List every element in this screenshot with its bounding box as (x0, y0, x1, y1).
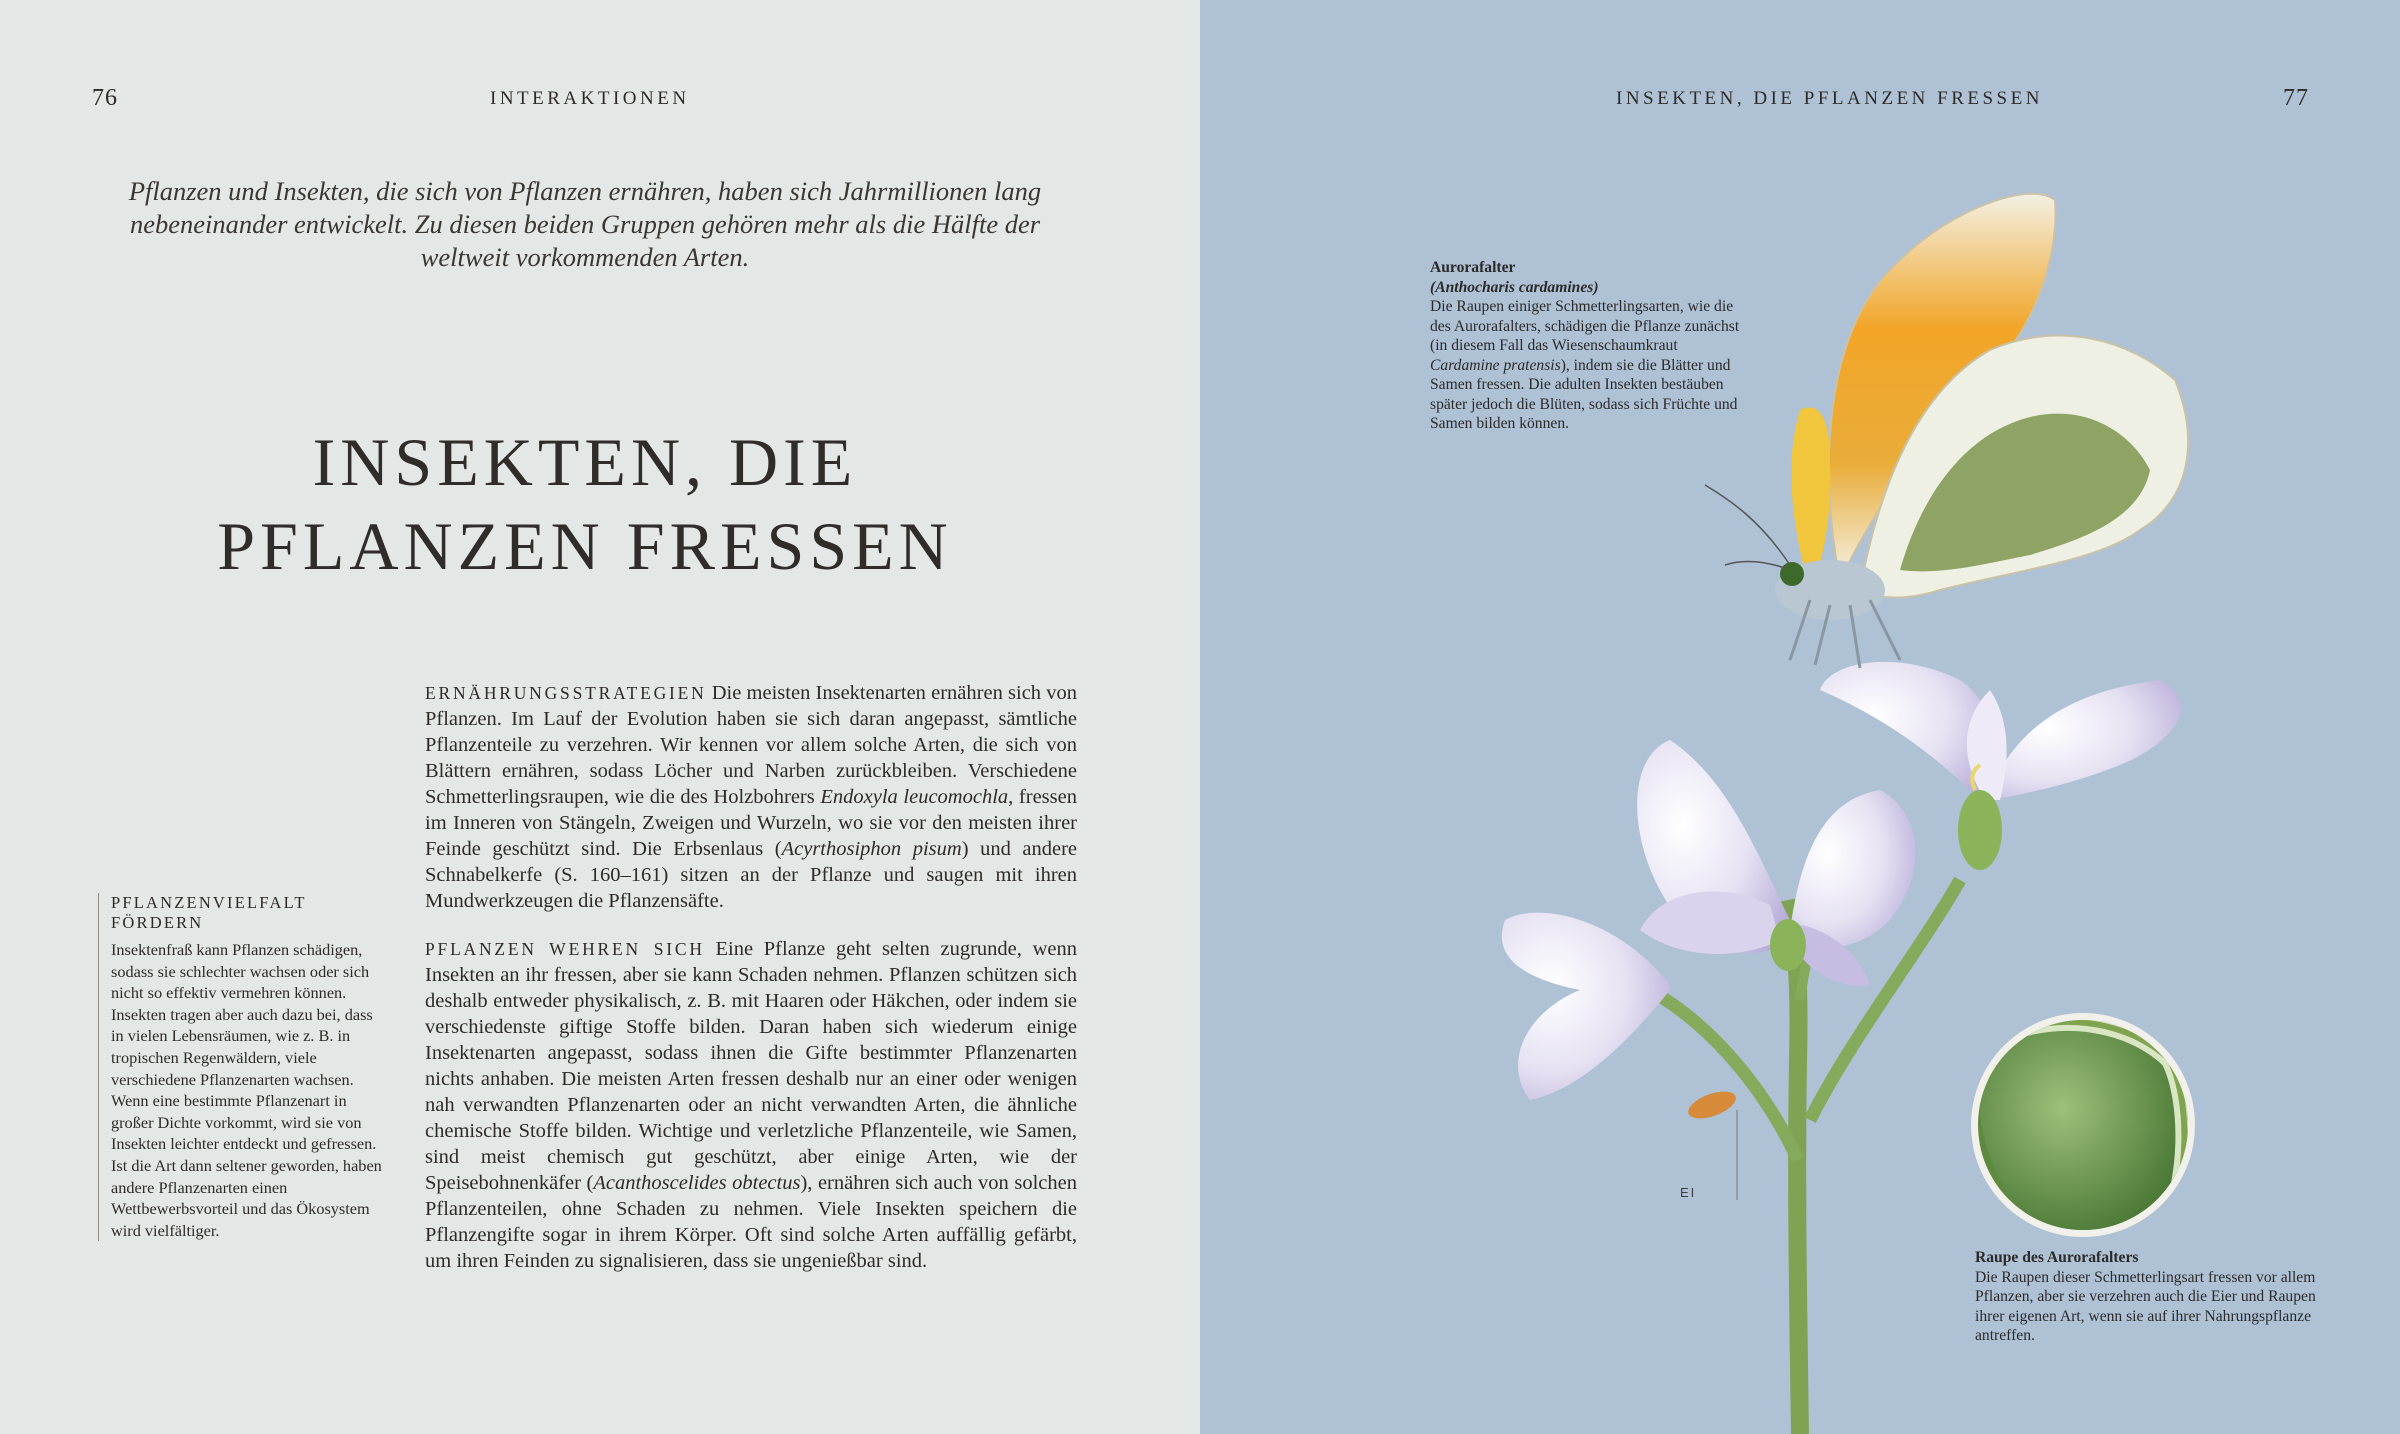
paragraph-plant-defense (425, 936, 1077, 1274)
paragraph-text: Eine Pflanze geht selten zugrunde, wenn Insekten an ihr fressen, aber sie kann Schaden nehmen. Pflanzen schützen sich deshalb entweder physikalisch, z. B. mit Haaren oder Häkchen, oder indem sie verschiedenste giftige Stoffe bilden. Daran haben sich wiederum einige Insektenarten angepasst, sodass ihnen die Gifte bestimmter Pflanzenarten nichts anhaben. Die meisten Arten fressen deshalb nur an einer oder wenigen nah verwandten Pflanzenarten oder an nicht verwandten Arten, die ähnliche chemische Stoffe bilden. Wichtige und verletzliche Pflanzenteile, wie Samen, sind meist chemisch gut geschützt, aber einige Arten, wie der Speisebohnenkäfer ( (425, 938, 1077, 1194)
flower-left (1502, 913, 1670, 1100)
paragraph-text: ), ernähren sich auch von solchen Pflanzenteilen, ohne Schaden zu nehmen. Viele Insekten speichern die Pflanzengifte sogar in ihrem Körper. Oft sind solche Arten auffällig gefärbt, um ihren Feinden zu signalisieren, dass sie ungenießbar sind. (425, 1172, 1077, 1272)
sidebar-heading: PFLANZENVIELFALT FÖRDERN (111, 893, 307, 932)
title-line-2: PFLANZEN FRESSEN (217, 508, 953, 584)
paragraph-text: Die meisten Insektenarten ernähren sich von Pflanzen. Im Lauf der Evolution haben sie sich daran angepasst, sämtliche Pflanzenteile zu verzehren. Wir kennen vor allem solche Arten, die sich von Blättern ernähren, sodass Löcher und Narben zurückbleiben. Verschiedene Schmetterlingsraupen, wie die des Holzbohrers (425, 682, 1077, 808)
page-number-right: 77 (2283, 85, 2309, 111)
caption-text: ), indem sie die Blätter und Samen fressen. Die adulten Insekten bestäuben später jedoch die Blüten, sodass sich Früchte und Samen bilden können. (1430, 356, 1738, 432)
body-text (425, 680, 1077, 1296)
paragraph-lead: ERNÄHRUNGSSTRATEGIEN (425, 683, 707, 703)
caption-title: Aurorafalter (1430, 259, 1516, 276)
paragraph-text: ) und andere Schnabelkerfe (S. 160–161) sitzen an der Pflanze und saugen mit ihren Mundwerkzeugen die Pflanzensäfte. (425, 838, 1077, 912)
illustration-butterfly-on-flower (1200, 0, 2400, 1434)
sidebar-box (98, 893, 383, 1241)
butterfly (1705, 194, 2188, 668)
flower-center (1637, 740, 1915, 986)
species-name: Endoxyla leucomochla (820, 786, 1009, 808)
page-title (110, 420, 1060, 588)
species-name: Cardamine pratensis (1430, 356, 1561, 374)
caption-text: Die Raupen dieser Schmetterlingsart fressen vor allem Pflanzen, aber sie verzehren auch die Eier und Raupen ihrer eigenen Art, wenn sie auf ihrer Nahrungspflanze antreffen. (1975, 1268, 2316, 1344)
intro-text: Pflanzen und Insekten, die sich von Pflanzen ernähren, haben sich Jahrmillionen lang nebeneinander entwickelt. Zu diesen beiden Gruppen gehören mehr als die Hälfte der weltweit vorkommenden Arten. (128, 176, 1042, 272)
running-head-right: INSEKTEN, DIE PFLANZEN FRESSEN (1616, 88, 2043, 109)
species-name: Acanthoscelides obtectus (593, 1172, 801, 1194)
page-number-left: 76 (92, 85, 118, 111)
running-head-left: INTERAKTIONEN (490, 88, 690, 109)
species-name: Acyrthosiphon pisum (781, 838, 962, 860)
caption-text: Die Raupen einiger Schmetterlingsarten, wie die des Aurorafalters, schädigen die Pflanze zunächst (in diesem Fall das Wiesenschaumkraut (1430, 298, 1740, 354)
caption-caterpillar (1975, 1248, 2320, 1346)
sidebar-text: Insektenfraß kann Pflanzen schädigen, sodass sie schlechter wachsen oder sich nicht so effektiv vermehren können. Insekten tragen aber auch dazu bei, dass in vielen Lebensräumen, wie z. B. in tropischen Regenwäldern, viele verschiedene Pflanzenarten wachsen. Wenn eine bestimmte Pflanzenart in großer Dichte vorkommt, wird sie von Insekten leichter entdeckt und gefressen. Ist die Art dann seltener geworden, haben andere Pflanzenarten einen Wettbewerbsvorteil und das Ökosystem wird vielfältiger. (111, 940, 382, 1240)
title-line-1: INSEKTEN, DIE (312, 424, 858, 500)
paragraph-lead: PFLANZEN WEHREN SICH (425, 939, 705, 959)
caption-title: Raupe des Aurorafalters (1975, 1249, 2139, 1266)
caption-latin: (Anthocharis cardamines) (1430, 278, 1599, 296)
caption-butterfly (1430, 258, 1750, 434)
paragraph-text: , fressen im Inneren von Stängeln, Zweigen und Wurzeln, wo sie vor den meisten ihrer Feinde geschützt sind. Die Erbsenlaus ( (425, 786, 1077, 860)
seed-pod (1685, 1086, 1740, 1124)
artist-mark: EI (1680, 1185, 1697, 1200)
caterpillar-inset (1971, 1013, 2195, 1240)
paragraph-feeding-strategies (425, 680, 1077, 914)
